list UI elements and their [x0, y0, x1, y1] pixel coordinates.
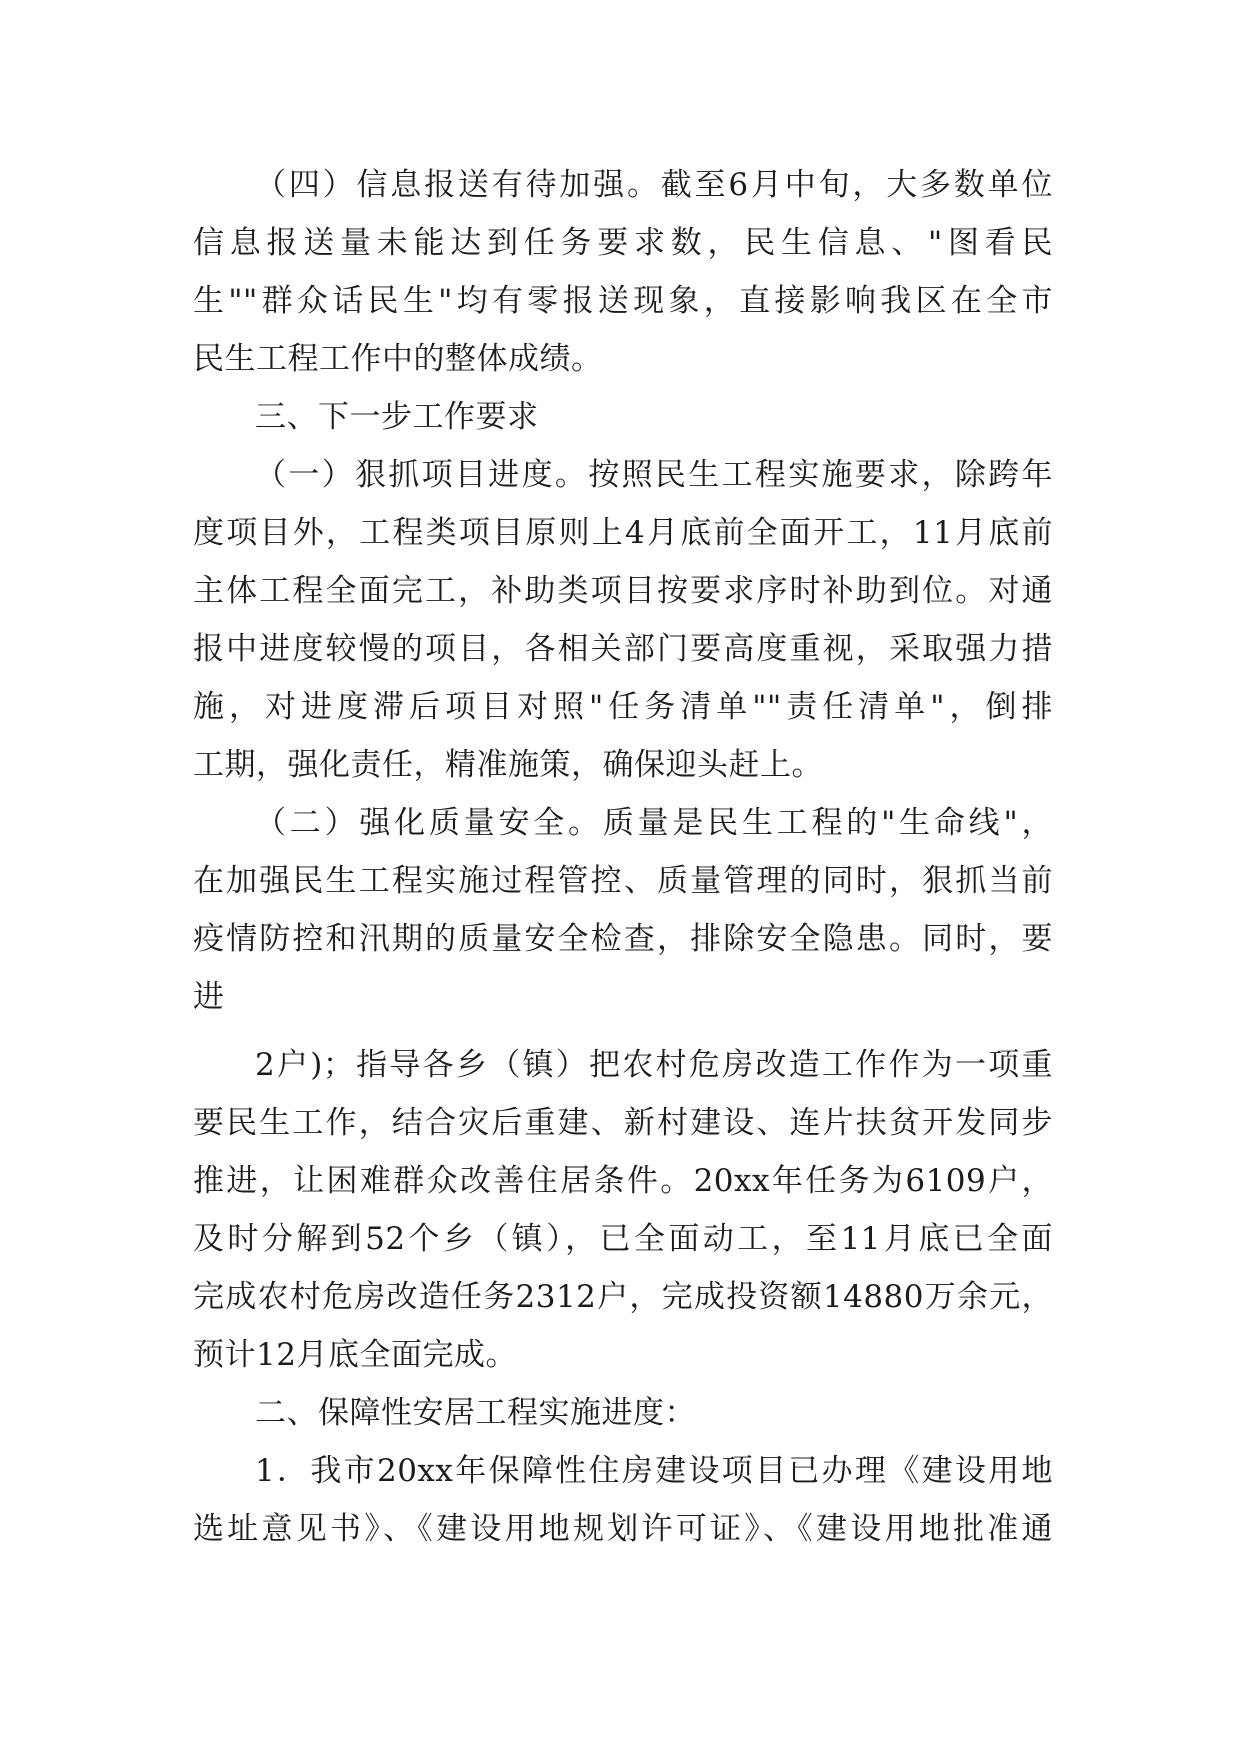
section-heading: 二、保障性安居工程实施进度： [255, 1395, 696, 1431]
text-line: （四）信息报送有待加强。截至6月中旬，大多数单位 [255, 167, 1053, 203]
text-line: 生""群众话民生"均有零报送现象，直接影响我区在全市 [193, 283, 1053, 319]
text-line: 报中进度较慢的项目，各相关部门要高度重视，采取强力措 [193, 631, 1053, 667]
text-line: 预计12月底全面完成。 [193, 1337, 517, 1373]
text-line: 工期，强化责任，精准施策，确保迎头赶上。 [193, 747, 823, 783]
text-line: 进 [193, 979, 225, 1015]
text-line: 2户)；指导各乡（镇）把农村危房改造工作作为一项重 [255, 1047, 1053, 1083]
text-line: 选址意见书》、《建设用地规划许可证》、《建设用地批准通 [193, 1511, 1053, 1547]
text-line: 信息报送量未能达到任务要求数，民生信息、"图看民 [193, 225, 1053, 261]
text-line: 1．我市20xx年保障性住房建设项目已办理《建设用地 [255, 1453, 1053, 1489]
text-line: 及时分解到52个乡（镇），已全面动工，至11月底已全面 [193, 1221, 1053, 1257]
text-line: 施，对进度滞后项目对照"任务清单""责任清单"，倒排 [193, 689, 1053, 725]
text-line: （二）强化质量安全。质量是民生工程的"生命线"， [255, 805, 1053, 841]
text-line: 度项目外，工程类项目原则上4月底前全面开工，11月底前 [193, 515, 1053, 551]
text-line: 疫情防控和汛期的质量安全检查，排除安全隐患。同时，要 [193, 921, 1053, 957]
section-heading: 三、下一步工作要求 [255, 399, 539, 435]
text-line: 主体工程全面完工，补助类项目按要求序时补助到位。对通 [193, 573, 1053, 609]
text-line: 完成农村危房改造任务2312户，完成投资额14880万余元， [193, 1279, 1053, 1315]
text-line: （一）狠抓项目进度。按照民生工程实施要求，除跨年 [255, 457, 1053, 493]
text-line: 在加强民生工程实施过程管控、质量管理的同时，狠抓当前 [193, 863, 1053, 899]
text-line: 民生工程工作中的整体成绩。 [193, 341, 603, 377]
text-line: 要民生工作，结合灾后重建、新村建设、连片扶贫开发同步 [193, 1105, 1053, 1141]
text-line: 推进，让困难群众改善住居条件。20xx年任务为6109户， [193, 1163, 1053, 1199]
